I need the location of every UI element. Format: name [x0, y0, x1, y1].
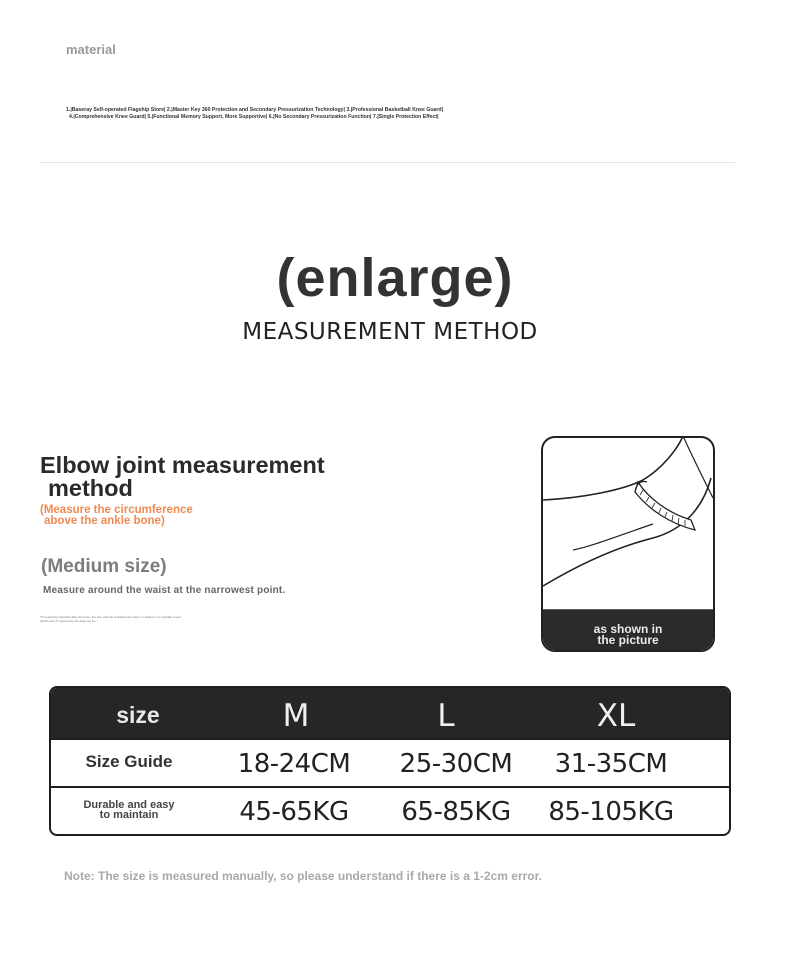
row-label-size-guide: Size Guide: [85, 752, 173, 771]
elbow-title-line2: method: [48, 475, 133, 501]
elbow-measurement-title: [40, 454, 325, 500]
value-l-kg: 65-85KG: [401, 797, 511, 827]
value-m-cm: 18-24CM: [237, 749, 351, 779]
material-list-line: 1.|Baseray Self-operated Flagship Store| 2.|Master Key 360 Protection and Secondary Pressurization Technology| 3.|Professional Basketball Knee Guard|: [66, 107, 444, 113]
elbow-note-line2: above the ankle bone): [44, 515, 165, 527]
header-col-xl: XL: [596, 698, 636, 734]
elbow-illustration: [541, 436, 715, 652]
caption-line2: the picture: [597, 633, 659, 647]
measurement-footnote: Note: The size is measured manually, so please understand if there is a 1-2cm error.: [64, 869, 542, 883]
value-xl-kg: 85-105KG: [548, 797, 674, 827]
value-l-cm: 25-30CM: [399, 749, 513, 779]
row-label-line1: Durable and easy: [83, 799, 175, 811]
row-label-weight: [69, 800, 189, 820]
fine-print-note: *If measuring standard data, the dose, the site, and the simultaneous stand. Is defined. It is typically a real attachment. If measuring, the data can be...: [40, 615, 181, 623]
header-col-m: M: [282, 698, 310, 734]
caption-line1: as shown in: [593, 622, 663, 636]
illustration-caption: [543, 624, 713, 646]
section-divider: [40, 162, 735, 163]
material-list-line: 4.|Comprehensive Knee Guard| 5.|Functional Memory Support, More Supportive| 6.|No Secondary Pressurization Function| 7.|Single Protection Effect|: [69, 114, 439, 120]
size-table: [49, 686, 731, 836]
page-title: (enlarge): [276, 248, 514, 308]
header-size-label: size: [116, 702, 160, 728]
elbow-measurement-note: [40, 505, 193, 527]
value-xl-cm: 31-35CM: [554, 749, 668, 779]
elbow-title-line1: Elbow joint measurement: [40, 452, 325, 478]
material-feature-list: [66, 107, 536, 121]
elbow-note-line1: (Measure the circumference: [40, 504, 193, 516]
medium-size-label: (Medium size): [41, 556, 167, 577]
row-label-line2: to maintain: [99, 809, 159, 821]
page-subtitle: MEASUREMENT METHOD: [242, 319, 538, 345]
table-row: [51, 786, 729, 836]
value-m-kg: 45-65KG: [239, 797, 349, 827]
table-row: [51, 738, 729, 788]
waist-instruction: Measure around the waist at the narrowest point.: [43, 585, 286, 596]
header-col-l: L: [437, 698, 455, 734]
material-label: material: [66, 42, 116, 57]
size-table-header: [51, 688, 729, 738]
